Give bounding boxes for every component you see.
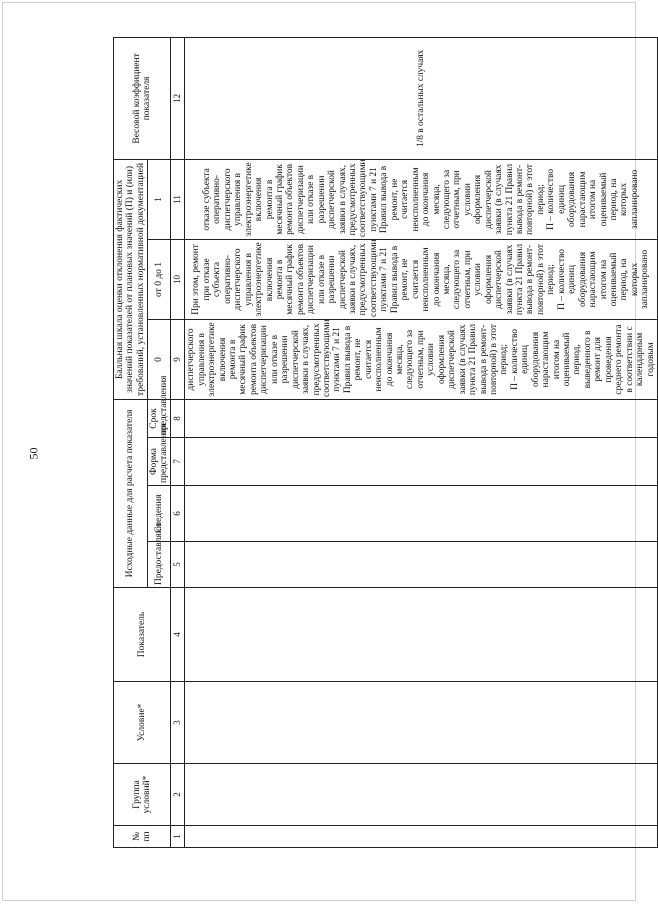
column-number: 3 xyxy=(171,682,185,764)
cell-info xyxy=(185,486,658,542)
header-scale-0-1: от 0 до 1 xyxy=(147,239,171,319)
column-number: 12 xyxy=(171,37,185,159)
cell-num xyxy=(185,826,658,848)
cell-group xyxy=(185,764,658,826)
column-number: 2 xyxy=(171,764,185,826)
header-weight: Весовой коэффициент показателя xyxy=(114,37,171,159)
header-form: Форма представления xyxy=(147,438,171,486)
column-number: 6 xyxy=(171,486,185,542)
cell-form xyxy=(185,438,658,486)
page-number: 50 xyxy=(26,447,41,460)
column-number: 5 xyxy=(171,542,185,588)
cell-deadline xyxy=(185,399,658,437)
header-condition: Условие* xyxy=(114,682,171,764)
column-number: 7 xyxy=(171,438,185,486)
header-info: Сведения xyxy=(147,486,171,542)
header-deadline: Срок представления xyxy=(147,399,171,437)
header-scale-group: Балльная шкала оценки отклонения фактических значений показателей от плановых значений (П) и (или) требований, установленных нормативной документацией xyxy=(114,159,148,399)
header-row-1 xyxy=(114,37,148,847)
column-number: 8 xyxy=(171,399,185,437)
scale-1-text: отказе субъекта оперативно-диспетчерского управления в электроэнергетике включения ремонта в месячный график ремонта объектов диспетчеризации или отказе в разрешении диспетчерской заявки в случаях, предусмотренных соответствующими пунктами 7 и 21 Правил вывода в ремонт, не считается неисполненным до окончания месяца, следующего за отчетным, при условии оформления диспетчерской заявки (в случаях пункта 21 Правил вывода в ремонт-повторной) в этот период; П – количество единиц оборудования нарастающим итогом на оцениваемый период, на которых запланировано xyxy=(201,159,640,237)
header-scale-0: 0 xyxy=(147,319,171,399)
scale-0-1-text: При этом, ремонт при отказе субъекта оперативно-диспетчерского управления в электроэнергетике включения ремонта в месячный график ремонта объектов диспетчеризации или отказе в разрешении диспетчерской заявки в случаях, предусмотренных соответствующими пунктами 7 и 21 Правил вывода в ремонт, не считается неисполненным до окончания месяца, следующего за отчетным, при условии оформления диспетчерской заявки (в случаях пункта 21 Правил вывода в ремонт-повторной) в этот период; П – количество единиц оборудования нарастающим итогом на оцениваемый период, на которых запланировано xyxy=(191,239,651,317)
cell-scale-0-1 xyxy=(185,239,658,319)
header-num: № пп xyxy=(114,826,171,848)
table-row xyxy=(185,37,658,847)
header-source-group: Исходные данные для расчета показателя xyxy=(114,399,148,587)
rotated-table-frame xyxy=(113,38,656,848)
cell-scale-1 xyxy=(185,159,658,239)
cell-weight xyxy=(185,37,658,159)
column-number: 4 xyxy=(171,588,185,682)
header-group: Группа условий* xyxy=(114,764,171,826)
indicator-table xyxy=(113,37,658,848)
cell-condition xyxy=(185,682,658,764)
cell-provides xyxy=(185,542,658,588)
header-provides: Предоставляют xyxy=(147,542,171,588)
column-number-row xyxy=(171,37,185,847)
column-number: 1 xyxy=(171,826,185,848)
column-number: 11 xyxy=(171,159,185,239)
header-scale-1: 1 xyxy=(147,159,171,239)
cell-indicator xyxy=(185,588,658,682)
column-number: 9 xyxy=(171,319,185,399)
weight-text: 1/8 в остальных случаях xyxy=(415,49,426,148)
cell-scale-0 xyxy=(185,319,658,399)
scale-0-text: диспетчерского управления в электроэнергетике включения ремонта в месячный график ремонта объектов диспетчеризации или отказе в разрешении диспетчерской заявки в случаях, предусмотренных соответствующими пунктами 7 и 21 Правил вывода в ремонт, не считается неисполненным до окончания месяца, следующего за отчетным, при условии оформления диспетчерской заявки (в случаях пункта 21 Правил вывода в ремонт-повторной) в этот период; П – количество единиц оборудования нарастающим итогом на оцениваемый период, выведенного в ремонт для проведения среднего ремонта в соответствии с календарным годовым xyxy=(186,319,656,397)
column-number: 10 xyxy=(171,239,185,319)
landscape-table-container xyxy=(113,38,656,848)
header-indicator: Показатель xyxy=(114,588,171,682)
